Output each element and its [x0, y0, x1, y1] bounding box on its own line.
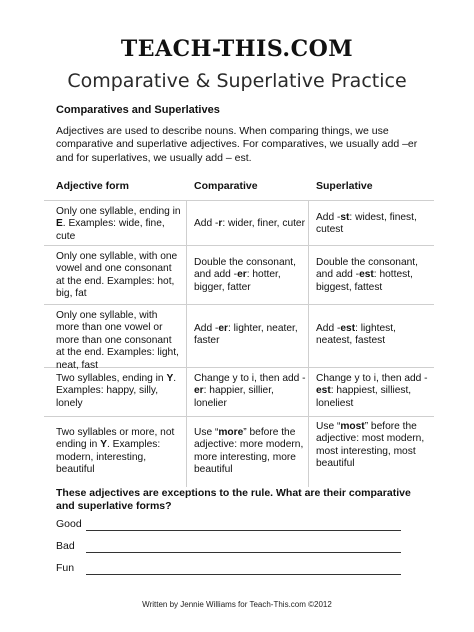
form-cell: Only one syllable, with one vowel and one consonant at the end. Examples: hot, big, fat	[56, 251, 178, 300]
intro-paragraph: Adjectives are used to describe nouns. When comparing things, we use comparative and superlative adjectives. For comparatives, we usually add –er and for superlatives, we usually add – est.	[56, 125, 418, 164]
form-cell: Two syllables, ending in Y. Examples: happy, silly, lonely	[56, 373, 177, 409]
column-divider	[308, 246, 309, 304]
superlative-cell: Add -est: lightest, neatest, fastest	[316, 323, 396, 347]
column-divider	[186, 368, 187, 416]
column-divider	[186, 305, 187, 367]
comparative-cell: Add -r: wider, finer, cuter	[194, 218, 305, 229]
comparative-cell: Change y to i, then add -er: happier, sillier, lonelier	[194, 373, 306, 409]
table-row	[44, 305, 434, 371]
blank-line	[86, 530, 401, 531]
superlative-cell: Change y to i, then add -est: happiest, silliest, loneliest	[316, 373, 428, 409]
header-comparative: Comparative	[194, 180, 258, 192]
column-divider	[308, 368, 309, 416]
column-divider	[186, 201, 187, 245]
form-cell: Only one syllable, ending in E. Examples: wide, fine, cute	[56, 206, 181, 242]
table-row	[44, 246, 434, 305]
comparative-cell: Use “more” before the adjective: more modern, more interesting, more beautiful	[194, 427, 304, 476]
answer-label: Fun	[56, 562, 75, 574]
answer-line-bad[interactable]	[56, 540, 401, 554]
table-row	[44, 201, 434, 246]
header-superlative: Superlative	[316, 180, 373, 192]
column-divider	[308, 417, 309, 487]
column-divider	[308, 305, 309, 367]
blank-line	[86, 574, 401, 575]
form-cell: Only one syllable, with more than one vowel or more than one consonant at the end. Examples: light, neat, fast	[56, 310, 179, 371]
answer-line-fun[interactable]	[56, 562, 401, 576]
blank-line	[86, 552, 401, 553]
column-divider	[186, 246, 187, 304]
form-cell: Two syllables or more, not ending in Y. Examples: modern, interesting, beautiful	[56, 427, 175, 476]
footer-credit: Written by Jennie Williams for Teach-This.com ©2012	[142, 600, 332, 609]
comparative-cell: Add -er: lighter, neater, faster	[194, 323, 298, 347]
comparative-cell: Double the consonant, and add -er: hotter, bigger, fatter	[194, 257, 296, 293]
superlative-cell: Add -st: widest, finest, cutest	[316, 212, 417, 236]
section-heading: Comparatives and Superlatives	[56, 104, 220, 116]
header-adjective-form: Adjective form	[56, 180, 129, 192]
superlative-cell: Use “most” before the adjective: most modern, most interesting, most beautiful	[316, 421, 425, 470]
column-divider	[308, 201, 309, 245]
rules-table	[44, 172, 434, 487]
answer-label: Good	[56, 518, 82, 530]
brand-title: TEACH-THIS.COM	[120, 36, 354, 62]
table-header-row	[44, 172, 434, 201]
answer-label: Bad	[56, 540, 75, 552]
table-row	[44, 417, 434, 487]
column-divider	[186, 417, 187, 487]
worksheet-title: Comparative & Superlative Practice	[67, 70, 407, 92]
answer-line-good[interactable]	[56, 518, 401, 532]
superlative-cell: Double the consonant, and add -est: hottest, biggest, fattest	[316, 257, 418, 293]
table-row	[44, 368, 434, 417]
exceptions-question: These adjectives are exceptions to the rule. What are their comparative and superlative forms?	[56, 487, 411, 513]
